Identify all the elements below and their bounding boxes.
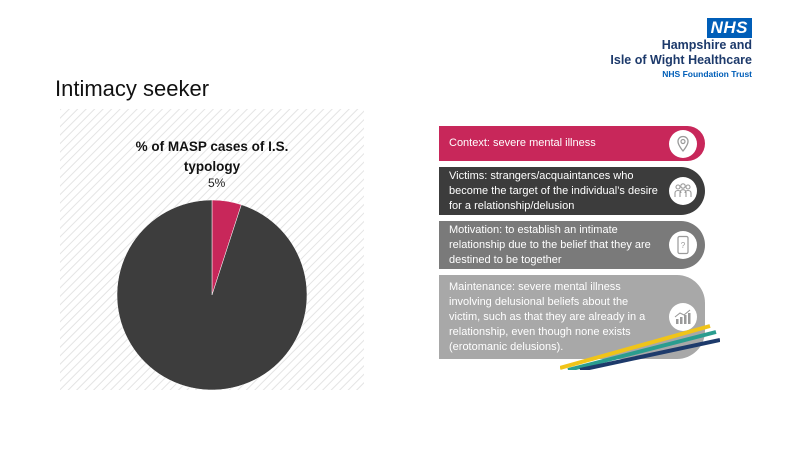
pie-chart <box>60 109 364 390</box>
banner-motivation-text: Motivation: to establish an intimate relationship due to the belief that they are destined to be together <box>449 223 651 266</box>
nhs-badge: NHS <box>707 18 752 38</box>
nhs-logo <box>610 18 752 80</box>
org-name-line1: Hampshire and <box>661 38 752 52</box>
location-pin-icon <box>669 130 697 158</box>
banner-context <box>439 126 705 161</box>
trust-name: NHS Foundation Trust <box>662 69 752 79</box>
phone-question-icon <box>669 231 697 259</box>
banner-context-text: Context: severe mental illness <box>449 137 596 149</box>
banner-victims <box>439 167 705 215</box>
pie-slice-95-percent <box>117 200 307 390</box>
chart-title <box>60 137 364 177</box>
svg-text:?: ? <box>680 241 686 250</box>
people-group-icon <box>669 177 697 205</box>
decorative-stripes <box>560 320 720 370</box>
slice-label-5-percent: 5% <box>208 176 226 190</box>
org-name-line2: Isle of Wight Healthcare <box>610 53 752 67</box>
banner-maintenance-text: Maintenance: severe mental illness involving delusional beliefs about the victim, such as that they are already in a relationship, even though none exists (erotomanic delusions). <box>449 280 646 353</box>
chart-title-line1: % of MASP cases of I.S. <box>135 139 289 154</box>
chart-title-line2: typology <box>183 159 241 174</box>
slide-title: Intimacy seeker <box>55 76 210 101</box>
banner-motivation <box>439 221 705 269</box>
banner-victims-text: Victims: strangers/acquaintances who become the target of the individual’s desire for a relationship/delusion <box>449 169 658 212</box>
